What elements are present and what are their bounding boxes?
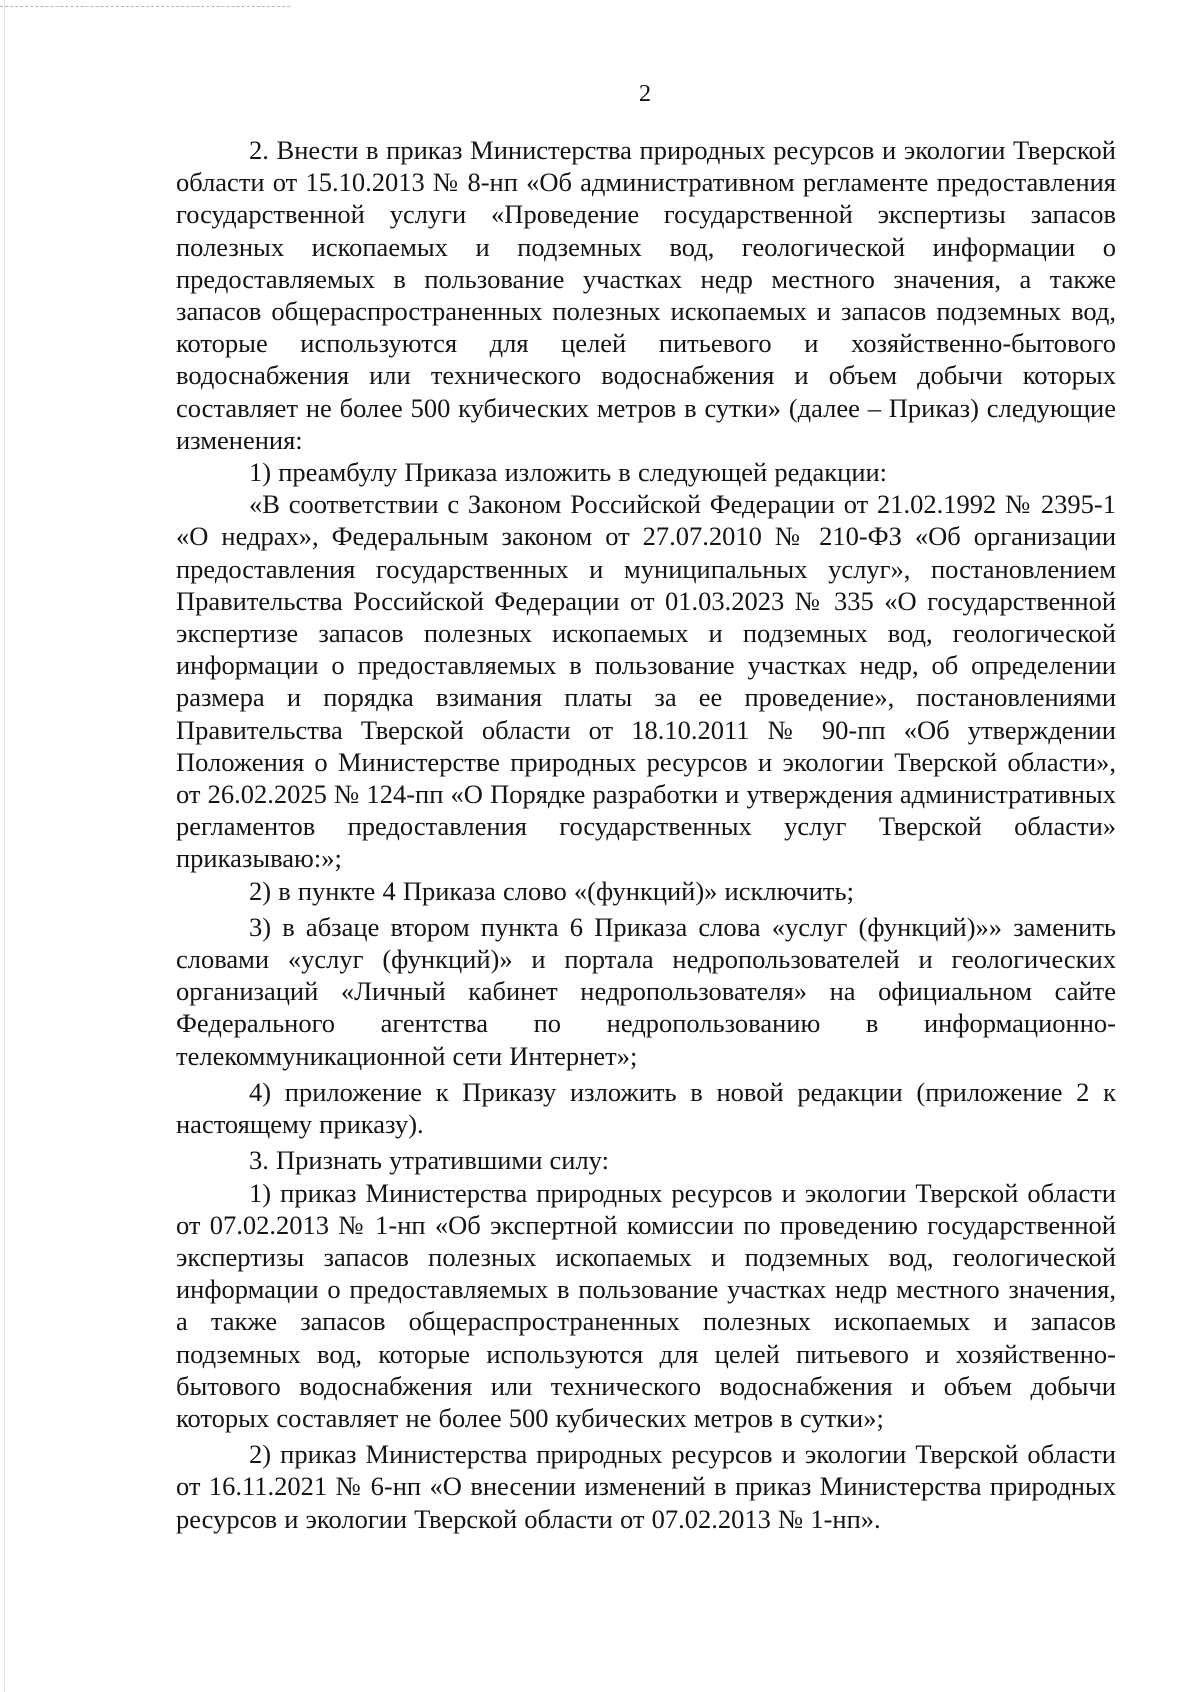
paragraph-subitem-3-2: 2) приказ Министерства природных ресурсов и экологии Тверской области от 16.11.2021 № 6-нп «О внесении изменений в приказ Министерства природных ресурсов и экологии Тверской области от 07.02.2013 № 1-нп». bbox=[176, 1439, 1116, 1534]
paragraph-subitem-2-4: 4) приложение к Приказу изложить в новой редакции (приложение 2 к настоящему приказу). bbox=[176, 1076, 1116, 1140]
scan-edge-artifact bbox=[0, 6, 290, 7]
paragraph-subitem-2-1: 1) преамбулу Приказа изложить в следующей редакции: bbox=[249, 457, 888, 488]
document-body bbox=[176, 134, 1116, 1535]
scan-margin-artifact bbox=[4, 0, 5, 1692]
paragraph-subitem-2-3: 3) в абзаце втором пункта 6 Приказа слова «услуг (функций)»» заменить словами «услуг (функций)» и портала недропользователей и геологических организаций «Личный кабинет недропользователя» на официальном сайте Федерального агентства по недропользованию в информационно-телекоммуникационной сети Интернет»; bbox=[176, 911, 1116, 1071]
paragraph-preamble-quote: «В соответствии с Законом Российской Федерации от 21.02.1992 № 2395-1 «О недрах», Федеральным законом от 27.07.2010 № 210-ФЗ «Об организации предоставления государственных и муниципальных услуг», постановлением Правительства Российской Федерации от 01.03.2023 № 335 «О государственной экспертизе запасов полезных ископаемых и подземных вод, геологической информации о предоставляемых в пользование участках недр, об определении размера и порядка взимания платы за ее проведение», постановлениями Правительства Тверской области от 18.10.2011 № 90-пп «Об утверждении Положения о Министерстве природных ресурсов и экологии Тверской области», от 26.02.2025 № 124-пп «О Порядке разработки и утверждения административных регламентов предоставления государственных услуг Тверской области» приказываю:»; bbox=[176, 489, 1116, 874]
paragraph-item-3: 3. Признать утратившими силу: bbox=[249, 1145, 609, 1176]
paragraph-subitem-3-1: 1) приказ Министерства природных ресурсов и экологии Тверской области от 07.02.2013 № 1-нп «Об экспертной комиссии по проведению государственной экспертизы запасов полезных ископаемых и подземных вод, геологической информации о предоставляемых в пользование участках недр местного значения, а также запасов общераспространенных полезных ископаемых и запасов подземных вод, которые используются для целей питьевого и хозяйственно-бытового водоснабжения или технического водоснабжения и объем добычи которых составляет не более 500 кубических метров в сутки»; bbox=[176, 1177, 1116, 1433]
paragraph-subitem-2-2: 2) в пункте 4 Приказа слово «(функций)» исключить; bbox=[249, 875, 854, 906]
page-number: 2 bbox=[638, 80, 652, 107]
paragraph-item-2: 2. Внести в приказ Министерства природных ресурсов и экологии Тверской области от 15.10.2013 № 8-нп «Об административном регламенте предоставления государственной услуги «Проведение государственной экспертизы запасов полезных ископаемых и подземных вод, геологической информации о предоставляемых в пользование участках недр местного значения, а также запасов общераспространенных полезных ископаемых и запасов подземных вод, которые используются для целей питьевого и хозяйственно-бытового водоснабжения или технического водоснабжения и объем добычи которых составляет не более 500 кубических метров в сутки» (далее – Приказ) следующие изменения: bbox=[176, 135, 1116, 455]
